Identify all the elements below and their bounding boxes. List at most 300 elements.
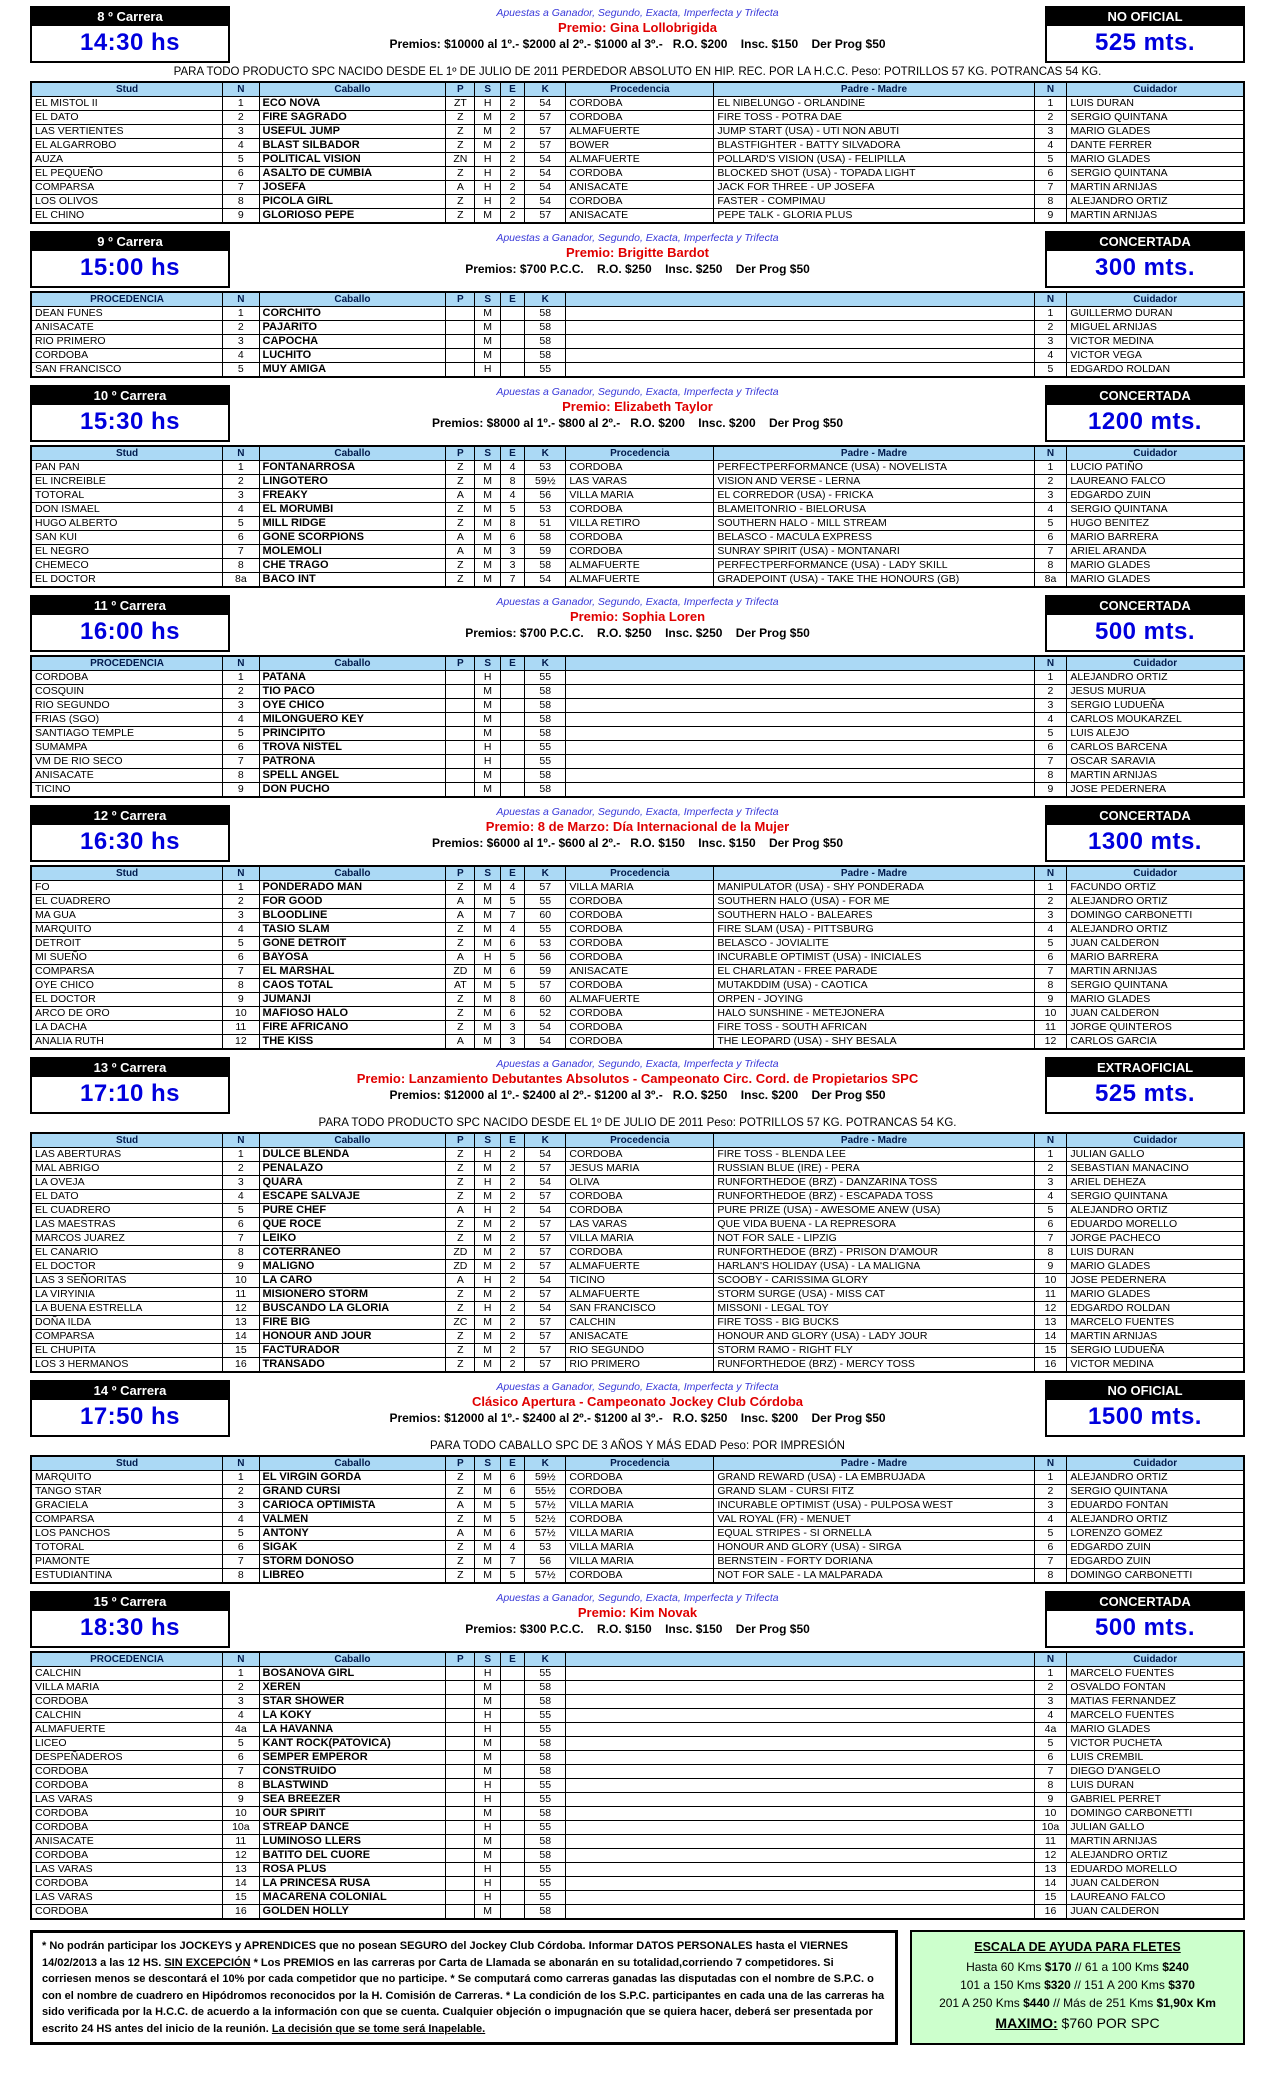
origin-cell: CORDOBA bbox=[566, 111, 714, 125]
stud-cell: ANISACATE bbox=[31, 769, 223, 783]
weight-cell: 57 bbox=[525, 125, 566, 139]
sire-dam-cell: INCURABLE OPTIMIST (USA) - PULPOSA WEST bbox=[714, 1499, 1034, 1513]
trainer-cell: VICTOR PUCHETA bbox=[1067, 1737, 1244, 1751]
column-header: P bbox=[446, 866, 475, 881]
horse-name-cell: CARIOCA OPTIMISTA bbox=[259, 1499, 446, 1513]
trainer-cell: EDUARDO FONTAN bbox=[1067, 1499, 1244, 1513]
trainer-cell: MARTIN ARNIJAS bbox=[1067, 965, 1244, 979]
number-cell: 9 bbox=[1034, 1793, 1067, 1807]
age-cell bbox=[500, 769, 524, 783]
maximum-value: $760 POR SPC bbox=[1057, 2015, 1160, 2031]
horse-row bbox=[31, 321, 1244, 335]
column-header: PROCEDENCIA bbox=[31, 292, 223, 307]
weight-cell: 58 bbox=[525, 1765, 566, 1779]
age-cell: 6 bbox=[500, 1485, 524, 1499]
p-cell: AT bbox=[446, 979, 475, 993]
number-cell: 7 bbox=[1034, 1555, 1067, 1569]
sex-cell: M bbox=[475, 321, 500, 335]
age-cell bbox=[500, 1667, 524, 1681]
sire-dam-cell: RUNFORTHEDOE (BRZ) - DANZARINA TOSS bbox=[714, 1176, 1034, 1190]
freight-range: 101 a 150 Kms bbox=[960, 1978, 1045, 1992]
column-header: Padre - Madre bbox=[714, 866, 1034, 881]
horse-name-cell: OUR SPIRIT bbox=[259, 1807, 446, 1821]
column-header: N bbox=[1034, 1456, 1067, 1471]
purse-line: Premios: $8000 al 1º.- $800 al 2º.- R.O. $200 Insc. $200 Der Prog $50 bbox=[432, 416, 843, 430]
origin-cell bbox=[566, 1793, 1034, 1807]
origin-cell: CORDOBA bbox=[566, 1148, 714, 1162]
sex-cell: H bbox=[475, 1821, 500, 1835]
number-cell: 4 bbox=[1034, 1513, 1067, 1527]
horse-row bbox=[31, 307, 1244, 321]
race-type-distance-box bbox=[1045, 385, 1245, 442]
number-cell: 3 bbox=[223, 335, 259, 349]
column-header: N bbox=[1034, 1652, 1067, 1667]
weight-cell: 58 bbox=[525, 685, 566, 699]
weight-cell: 57 bbox=[525, 1288, 566, 1302]
entries-table bbox=[30, 865, 1245, 1050]
column-header: N bbox=[223, 446, 259, 461]
p-cell bbox=[446, 1709, 475, 1723]
age-cell: 3 bbox=[500, 1021, 524, 1035]
horse-name-cell: EL MORUMBI bbox=[259, 503, 446, 517]
origin-cell: VILLA MARIA bbox=[566, 1232, 714, 1246]
horse-name-cell: ECO NOVA bbox=[259, 97, 446, 111]
horse-row bbox=[31, 503, 1244, 517]
origin-cell: CORDOBA bbox=[566, 1190, 714, 1204]
sire-dam-cell: SOUTHERN HALO - MILL STREAM bbox=[714, 517, 1034, 531]
weight-cell: 58 bbox=[525, 783, 566, 798]
stud-cell: CORDOBA bbox=[31, 349, 223, 363]
sex-cell: M bbox=[475, 1555, 500, 1569]
horse-row bbox=[31, 727, 1244, 741]
origin-cell: ALMAFUERTE bbox=[566, 559, 714, 573]
sex-cell: M bbox=[475, 1849, 500, 1863]
sire-dam-cell: BELASCO - JOVIALITE bbox=[714, 937, 1034, 951]
number-cell: 9 bbox=[223, 1793, 259, 1807]
number-cell: 8 bbox=[223, 979, 259, 993]
p-cell: Z bbox=[446, 1007, 475, 1021]
weight-cell: 55 bbox=[525, 1877, 566, 1891]
age-cell: 5 bbox=[500, 951, 524, 965]
sex-cell: M bbox=[475, 461, 500, 475]
purse-line: Premios: $700 P.C.C. R.O. $250 Insc. $250 Der Prog $50 bbox=[465, 626, 810, 640]
column-header: Cuidador bbox=[1067, 292, 1244, 307]
origin-cell bbox=[566, 349, 1034, 363]
trainer-cell: JULIAN GALLO bbox=[1067, 1148, 1244, 1162]
number-cell: 11 bbox=[1034, 1021, 1067, 1035]
stud-cell: LICEO bbox=[31, 1737, 223, 1751]
number-cell: 3 bbox=[1034, 1176, 1067, 1190]
column-header: K bbox=[525, 1652, 566, 1667]
freight-amount: $240 bbox=[1162, 1960, 1189, 1974]
age-cell bbox=[500, 1877, 524, 1891]
number-cell: 4 bbox=[1034, 923, 1067, 937]
number-cell: 7 bbox=[223, 1765, 259, 1779]
sire-dam-cell: PURE PRIZE (USA) - AWESOME ANEW (USA) bbox=[714, 1204, 1034, 1218]
weight-cell: 59 bbox=[525, 965, 566, 979]
sire-dam-cell: VISION AND VERSE - LERNA bbox=[714, 475, 1034, 489]
horse-row bbox=[31, 909, 1244, 923]
stud-cell: DESPEÑADEROS bbox=[31, 1751, 223, 1765]
stud-cell: COMPARSA bbox=[31, 1330, 223, 1344]
origin-cell: VILLA MARIA bbox=[566, 1555, 714, 1569]
sex-cell: M bbox=[475, 1513, 500, 1527]
column-header: Caballo bbox=[259, 292, 446, 307]
horse-row bbox=[31, 559, 1244, 573]
race-type-distance-box bbox=[1045, 1380, 1245, 1437]
column-header: Procedencia bbox=[566, 866, 714, 881]
horse-row bbox=[31, 951, 1244, 965]
sex-cell: M bbox=[475, 1316, 500, 1330]
number-cell: 3 bbox=[223, 1695, 259, 1709]
sex-cell: H bbox=[475, 671, 500, 685]
horse-name-cell: PATRONA bbox=[259, 755, 446, 769]
entries-table bbox=[30, 445, 1245, 588]
p-cell bbox=[446, 699, 475, 713]
horse-name-cell: FREAKY bbox=[259, 489, 446, 503]
stud-cell: COMPARSA bbox=[31, 965, 223, 979]
sex-cell: M bbox=[475, 125, 500, 139]
weight-cell: 53 bbox=[525, 937, 566, 951]
horse-row bbox=[31, 1021, 1244, 1035]
horse-row bbox=[31, 1302, 1244, 1316]
sire-dam-cell: MISSONI - LEGAL TOY bbox=[714, 1302, 1034, 1316]
stud-cell: DOÑA ILDA bbox=[31, 1316, 223, 1330]
race-name-line: Premio: Sophia Loren bbox=[569, 609, 706, 624]
horse-name-cell: CONSTRUIDO bbox=[259, 1765, 446, 1779]
stud-cell: EL CUADRERO bbox=[31, 1204, 223, 1218]
number-cell: 8a bbox=[1034, 573, 1067, 588]
p-cell bbox=[446, 1807, 475, 1821]
race-type-distance-box bbox=[1045, 1057, 1245, 1114]
race-time: 17:50 hs bbox=[79, 1403, 181, 1430]
sire-dam-cell: SOUTHERN HALO (USA) - FOR ME bbox=[714, 895, 1034, 909]
freight-amount: $1,90x Km bbox=[1156, 1996, 1216, 2010]
trainer-cell: SERGIO QUINTANA bbox=[1067, 167, 1244, 181]
age-cell: 2 bbox=[500, 195, 524, 209]
weight-cell: 54 bbox=[525, 153, 566, 167]
sire-dam-cell: EL NIBELUNGO - ORLANDINE bbox=[714, 97, 1034, 111]
trainer-cell: LAUREANO FALCO bbox=[1067, 1891, 1244, 1905]
stud-cell: ALMAFUERTE bbox=[31, 1723, 223, 1737]
horse-row bbox=[31, 461, 1244, 475]
trainer-cell: SERGIO QUINTANA bbox=[1067, 1485, 1244, 1499]
origin-cell: CORDOBA bbox=[566, 937, 714, 951]
number-cell: 13 bbox=[223, 1863, 259, 1877]
weight-cell: 57 bbox=[525, 1162, 566, 1176]
sex-cell: M bbox=[475, 1021, 500, 1035]
freight-aid-line bbox=[922, 1978, 1233, 1992]
horse-row bbox=[31, 1905, 1244, 1920]
number-cell: 3 bbox=[223, 125, 259, 139]
sire-dam-cell: MANIPULATOR (USA) - SHY PONDERADA bbox=[714, 881, 1034, 895]
number-cell: 7 bbox=[1034, 545, 1067, 559]
stud-cell: LAS VARAS bbox=[31, 1793, 223, 1807]
sex-cell: H bbox=[475, 181, 500, 195]
trainer-cell: VICTOR VEGA bbox=[1067, 349, 1244, 363]
horse-name-cell: THE KISS bbox=[259, 1035, 446, 1050]
origin-cell: CORDOBA bbox=[566, 1007, 714, 1021]
p-cell: A bbox=[446, 909, 475, 923]
p-cell bbox=[446, 1695, 475, 1709]
number-cell: 15 bbox=[223, 1891, 259, 1905]
race-section bbox=[30, 385, 1245, 588]
trainer-cell: EDUARDO MORELLO bbox=[1067, 1218, 1244, 1232]
horse-name-cell: LUCHITO bbox=[259, 349, 446, 363]
horse-row bbox=[31, 545, 1244, 559]
weight-cell: 55 bbox=[525, 1891, 566, 1905]
sex-cell: M bbox=[475, 1162, 500, 1176]
age-cell bbox=[500, 783, 524, 798]
horse-row bbox=[31, 1162, 1244, 1176]
horse-name-cell: JOSEFA bbox=[259, 181, 446, 195]
weight-cell: 55 bbox=[525, 1793, 566, 1807]
number-cell: 8 bbox=[223, 195, 259, 209]
race-header bbox=[30, 805, 1245, 862]
origin-cell: CORDOBA bbox=[566, 1569, 714, 1584]
horse-name-cell: LEIKO bbox=[259, 1232, 446, 1246]
number-cell: 10 bbox=[1034, 1007, 1067, 1021]
weight-cell: 57½ bbox=[525, 1499, 566, 1513]
column-header: Stud bbox=[31, 1133, 223, 1148]
column-header: Cuidador bbox=[1067, 1456, 1244, 1471]
weight-cell: 53 bbox=[525, 503, 566, 517]
p-cell: A bbox=[446, 181, 475, 195]
origin-cell: OLIVA bbox=[566, 1176, 714, 1190]
number-cell: 5 bbox=[223, 1737, 259, 1751]
trainer-cell: GABRIEL PERRET bbox=[1067, 1793, 1244, 1807]
number-cell: 7 bbox=[223, 181, 259, 195]
freight-aid-lines bbox=[922, 1960, 1233, 2010]
horse-row bbox=[31, 335, 1244, 349]
sire-dam-cell: FASTER - COMPIMAU bbox=[714, 195, 1034, 209]
horse-name-cell: PICOLA GIRL bbox=[259, 195, 446, 209]
horse-name-cell: SPELL ANGEL bbox=[259, 769, 446, 783]
column-header: S bbox=[475, 1456, 500, 1471]
p-cell bbox=[446, 1793, 475, 1807]
horse-name-cell: PONDERADO MAN bbox=[259, 881, 446, 895]
origin-cell: ALMAFUERTE bbox=[566, 573, 714, 588]
horse-row bbox=[31, 573, 1244, 588]
number-cell: 3 bbox=[1034, 909, 1067, 923]
number-cell: 4 bbox=[223, 503, 259, 517]
column-header: Cuidador bbox=[1067, 446, 1244, 461]
entries-body bbox=[31, 881, 1244, 1050]
number-cell: 4 bbox=[223, 713, 259, 727]
race-number-time-box bbox=[30, 385, 230, 442]
sex-cell: H bbox=[475, 153, 500, 167]
horse-row bbox=[31, 1204, 1244, 1218]
trainer-cell: ALEJANDRO ORTIZ bbox=[1067, 671, 1244, 685]
horse-row bbox=[31, 1499, 1244, 1513]
origin-cell: ALMAFUERTE bbox=[566, 153, 714, 167]
horse-row bbox=[31, 1835, 1244, 1849]
sire-dam-cell: BERNSTEIN - FORTY DORIANA bbox=[714, 1555, 1034, 1569]
sex-cell: M bbox=[475, 111, 500, 125]
race-time: 16:30 hs bbox=[79, 828, 181, 855]
number-cell: 1 bbox=[223, 1148, 259, 1162]
number-cell: 2 bbox=[1034, 895, 1067, 909]
origin-cell bbox=[566, 755, 1034, 769]
column-header: Procedencia bbox=[566, 82, 714, 97]
p-cell bbox=[446, 363, 475, 378]
sex-cell: H bbox=[475, 755, 500, 769]
age-cell: 2 bbox=[500, 97, 524, 111]
p-cell: A bbox=[446, 531, 475, 545]
stud-cell: DETROIT bbox=[31, 937, 223, 951]
sire-dam-cell: RUNFORTHEDOE (BRZ) - PRISON D'AMOUR bbox=[714, 1246, 1034, 1260]
number-cell: 5 bbox=[223, 1204, 259, 1218]
trainer-cell: MATIAS FERNANDEZ bbox=[1067, 1695, 1244, 1709]
weight-cell: 59½ bbox=[525, 1471, 566, 1485]
horse-row bbox=[31, 713, 1244, 727]
purse-line: Premios: $10000 al 1º.- $2000 al 2º.- $1000 al 3º.- R.O. $200 Insc. $150 Der Prog $50 bbox=[389, 37, 886, 51]
number-cell: 1 bbox=[1034, 1667, 1067, 1681]
number-cell: 6 bbox=[223, 741, 259, 755]
sex-cell: M bbox=[475, 475, 500, 489]
horse-name-cell: JUMANJI bbox=[259, 993, 446, 1007]
horse-row bbox=[31, 97, 1244, 111]
number-cell: 5 bbox=[1034, 1204, 1067, 1218]
stud-cell: COMPARSA bbox=[31, 181, 223, 195]
weight-cell: 55 bbox=[525, 363, 566, 378]
p-cell bbox=[446, 1905, 475, 1920]
weight-cell: 53 bbox=[525, 461, 566, 475]
sex-cell: M bbox=[475, 1344, 500, 1358]
p-cell: Z bbox=[446, 923, 475, 937]
number-cell: 12 bbox=[223, 1849, 259, 1863]
weight-cell: 57 bbox=[525, 1344, 566, 1358]
weight-cell: 57 bbox=[525, 881, 566, 895]
stud-cell: DON ISMAEL bbox=[31, 503, 223, 517]
origin-cell bbox=[566, 1695, 1034, 1709]
race-type-label: NO OFICIAL bbox=[1047, 1382, 1243, 1400]
column-header: N bbox=[1034, 446, 1067, 461]
race-number-label: 15 º Carrera bbox=[32, 1593, 228, 1611]
weight-cell: 54 bbox=[525, 195, 566, 209]
sex-cell: M bbox=[475, 1807, 500, 1821]
horse-row bbox=[31, 1176, 1244, 1190]
number-cell: 12 bbox=[223, 1302, 259, 1316]
sex-cell: H bbox=[475, 1793, 500, 1807]
horse-row bbox=[31, 1316, 1244, 1330]
sex-cell: M bbox=[475, 895, 500, 909]
stud-cell: MARQUITO bbox=[31, 1471, 223, 1485]
age-cell: 8 bbox=[500, 993, 524, 1007]
p-cell bbox=[446, 1863, 475, 1877]
sire-dam-cell: QUE VIDA BUENA - LA REPRESORA bbox=[714, 1218, 1034, 1232]
age-cell bbox=[500, 1891, 524, 1905]
horse-row bbox=[31, 1709, 1244, 1723]
age-cell: 2 bbox=[500, 1218, 524, 1232]
race-type-label: CONCERTADA bbox=[1047, 807, 1243, 825]
stud-cell: MARQUITO bbox=[31, 923, 223, 937]
sex-cell: M bbox=[475, 1765, 500, 1779]
stud-cell: SAN FRANCISCO bbox=[31, 363, 223, 378]
sire-dam-cell: INCURABLE OPTIMIST (USA) - INICIALES bbox=[714, 951, 1034, 965]
weight-cell: 56 bbox=[525, 489, 566, 503]
sire-dam-cell: VAL ROYAL (FR) - MENUET bbox=[714, 1513, 1034, 1527]
origin-cell: CORDOBA bbox=[566, 923, 714, 937]
column-header: Caballo bbox=[259, 82, 446, 97]
column-header: P bbox=[446, 1133, 475, 1148]
number-cell: 1 bbox=[1034, 97, 1067, 111]
number-cell: 8 bbox=[1034, 559, 1067, 573]
stud-cell: FRIAS (SGO) bbox=[31, 713, 223, 727]
sire-dam-cell: EL CORREDOR (USA) - FRICKA bbox=[714, 489, 1034, 503]
number-cell: 3 bbox=[1034, 489, 1067, 503]
stud-cell: EL MISTOL II bbox=[31, 97, 223, 111]
age-cell: 2 bbox=[500, 1344, 524, 1358]
race-name-line: Clásico Apertura - Campeonato Jockey Club Córdoba bbox=[471, 1394, 804, 1409]
number-cell: 6 bbox=[223, 1541, 259, 1555]
horse-name-cell: CHE TRAGO bbox=[259, 559, 446, 573]
sex-cell: M bbox=[475, 727, 500, 741]
sex-cell: M bbox=[475, 1007, 500, 1021]
horse-row bbox=[31, 1849, 1244, 1863]
trainer-cell: MARIO GLADES bbox=[1067, 1723, 1244, 1737]
age-cell: 2 bbox=[500, 1316, 524, 1330]
race-header-center bbox=[230, 805, 1045, 862]
column-header: S bbox=[475, 1652, 500, 1667]
number-cell: 6 bbox=[223, 167, 259, 181]
sex-cell: M bbox=[475, 307, 500, 321]
number-cell: 10 bbox=[223, 1274, 259, 1288]
trainer-cell: HUGO BENITEZ bbox=[1067, 517, 1244, 531]
weight-cell: 58 bbox=[525, 1737, 566, 1751]
column-header: S bbox=[475, 1133, 500, 1148]
number-cell: 13 bbox=[1034, 1316, 1067, 1330]
age-cell: 2 bbox=[500, 181, 524, 195]
p-cell bbox=[446, 1667, 475, 1681]
sex-cell: M bbox=[475, 769, 500, 783]
number-cell: 3 bbox=[223, 699, 259, 713]
origin-cell: ANISACATE bbox=[566, 181, 714, 195]
race-number-label: 11 º Carrera bbox=[32, 597, 228, 615]
age-cell bbox=[500, 349, 524, 363]
column-header: E bbox=[500, 446, 524, 461]
p-cell bbox=[446, 1821, 475, 1835]
number-cell: 6 bbox=[1034, 531, 1067, 545]
p-cell: A bbox=[446, 1499, 475, 1513]
sex-cell: M bbox=[475, 517, 500, 531]
stud-cell: LA DACHA bbox=[31, 1021, 223, 1035]
trainer-cell: GUILLERMO DURAN bbox=[1067, 307, 1244, 321]
horse-name-cell: STORM DONOSO bbox=[259, 1555, 446, 1569]
origin-cell: CORDOBA bbox=[566, 1471, 714, 1485]
trainer-cell: DIEGO D'ANGELO bbox=[1067, 1765, 1244, 1779]
origin-cell: CALCHIN bbox=[566, 1316, 714, 1330]
p-cell: Z bbox=[446, 1471, 475, 1485]
number-cell: 4 bbox=[223, 1513, 259, 1527]
age-cell bbox=[500, 335, 524, 349]
origin-cell bbox=[566, 1681, 1034, 1695]
race-header bbox=[30, 1057, 1245, 1114]
p-cell: Z bbox=[446, 111, 475, 125]
races-list bbox=[30, 6, 1245, 1920]
entries-body bbox=[31, 307, 1244, 378]
number-cell: 13 bbox=[223, 1316, 259, 1330]
number-cell: 9 bbox=[223, 209, 259, 224]
age-cell bbox=[500, 1765, 524, 1779]
sire-dam-cell: POLLARD'S VISION (USA) - FELIPILLA bbox=[714, 153, 1034, 167]
trainer-cell: MARTIN ARNIJAS bbox=[1067, 209, 1244, 224]
entries-table bbox=[30, 291, 1245, 378]
origin-cell: CORDOBA bbox=[566, 895, 714, 909]
column-header: Padre - Madre bbox=[714, 446, 1034, 461]
weight-cell: 57 bbox=[525, 1190, 566, 1204]
column-header: Caballo bbox=[259, 1652, 446, 1667]
